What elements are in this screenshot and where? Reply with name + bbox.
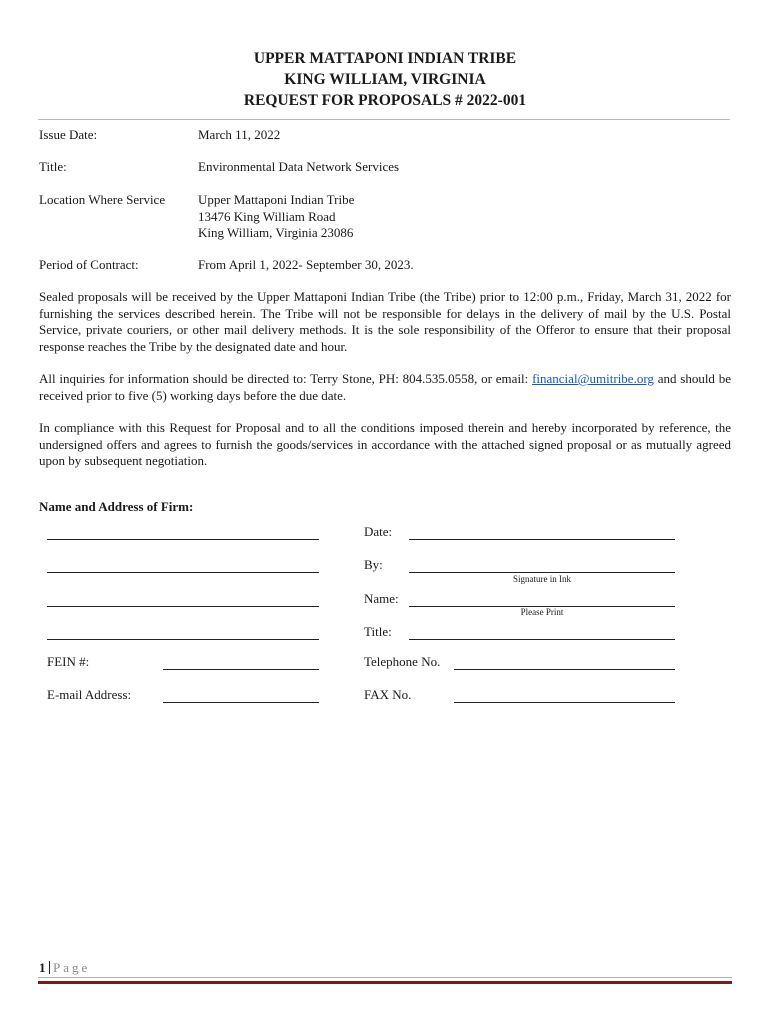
fein-label: FEIN #: [47, 654, 90, 669]
telephone-field[interactable] [454, 669, 675, 670]
location-heading: KING WILLIAM, VIRGINIA [284, 71, 486, 88]
firm-section-title: Name and Address of Firm: [39, 499, 194, 514]
firm-line-2[interactable] [47, 572, 319, 573]
footer-rule-thick [38, 981, 732, 984]
date-field[interactable] [409, 539, 675, 540]
fax-label: FAX No. [364, 687, 412, 702]
email-address-field[interactable] [163, 702, 319, 703]
period-value: From April 1, 2022- September 30, 2023. [198, 257, 414, 272]
submission-paragraph: Sealed proposals will be received by the Upper Mattaponi Indian Tribe (the Tribe) prior to 12:00 p.m., Friday, March 31, 2022 for furnishing the services described herein. The Tribe will not be responsible for delays in the delivery of mail by the U.S. Postal Service, private couriers, or other mail delivery methods. It is the sole responsibility of the Offeror to ensure that their proposal response reaches the Tribe by the designated date and hour. [39, 289, 731, 354]
fax-field[interactable] [454, 702, 675, 703]
signer-title-label: Title: [364, 624, 392, 639]
fein-field[interactable] [163, 669, 319, 670]
document-header [0, 48, 770, 111]
compliance-paragraph: In compliance with this Request for Proposal and to all the conditions imposed therein and hereby incorporated by reference, the undersigned offers and agrees to furnish the goods/services in accordance with the attached signed proposal or as mutually agreed upon by subsequent negotiation. [39, 420, 731, 468]
header-divider [38, 119, 730, 120]
title-label: Title: [39, 159, 67, 174]
issue-date-value: March 11, 2022 [198, 127, 281, 142]
inquiries-text-end: and should be received prior to five (5) working days before the due date. [39, 371, 731, 403]
issue-date-label: Issue Date: [39, 127, 98, 142]
telephone-label: Telephone No. [364, 654, 441, 669]
location-line-3: King William, Virginia 23086 [198, 225, 354, 240]
page-word: Page [53, 960, 91, 975]
date-label: Date: [364, 524, 393, 539]
inquiries-paragraph [39, 371, 731, 404]
by-label: By: [364, 557, 383, 572]
print-hint: Please Print [520, 607, 564, 617]
email-address-label: E-mail Address: [47, 687, 132, 702]
rfp-number-heading: REQUEST FOR PROPOSALS # 2022-001 [243, 92, 527, 109]
inquiries-text-start: All inquiries for information should be directed to: Terry Stone, PH: 804.535.0558, or email: [39, 371, 533, 386]
firm-line-4[interactable] [47, 639, 319, 640]
location-value [198, 192, 354, 242]
period-label: Period of Contract: [39, 257, 139, 272]
page-number: 1 [39, 960, 46, 975]
page-footer [39, 960, 90, 976]
location-line-2: 13476 King William Road [198, 208, 336, 224]
name-label: Name: [364, 591, 399, 606]
signer-title-field[interactable] [409, 639, 675, 640]
signature-hint: Signature in Ink [513, 574, 571, 584]
title-value: Environmental Data Network Services [198, 159, 400, 174]
signature-field[interactable] [409, 572, 675, 573]
contact-email-link[interactable]: financial@umitribe.org [532, 371, 654, 386]
firm-line-3[interactable] [47, 606, 319, 607]
footer-rule-thin [38, 977, 732, 978]
firm-line-1[interactable] [47, 539, 319, 540]
location-label: Location Where Service [39, 192, 166, 207]
tribe-name-heading: UPPER MATTAPONI INDIAN TRIBE [253, 50, 517, 67]
footer-separator [49, 961, 51, 974]
location-line-1: Upper Mattaponi Indian Tribe [198, 192, 355, 207]
